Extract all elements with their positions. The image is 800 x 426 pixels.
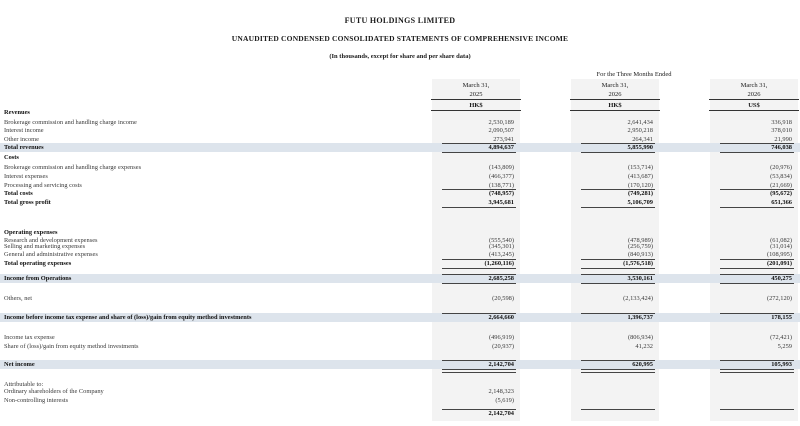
- column-year: 2026: [709, 90, 799, 100]
- row-value: 378,010: [771, 127, 792, 134]
- row-value: (153,714): [627, 164, 653, 171]
- row-value: (256,759): [627, 243, 653, 250]
- table-row: [0, 173, 800, 180]
- row-value: (201,091): [766, 260, 792, 267]
- row-value: 2,530,189: [488, 119, 514, 126]
- row-value: (53,834): [770, 173, 792, 180]
- row-value: 336,918: [771, 119, 792, 126]
- table-row: [0, 243, 800, 250]
- row-value: (61,082): [770, 237, 792, 244]
- row-label: Total revenues: [4, 144, 44, 151]
- table-row: [0, 361, 800, 368]
- row-value: (345,301): [488, 243, 514, 250]
- column-year: 2026: [570, 90, 660, 100]
- row-value: (20,598): [492, 295, 514, 302]
- table-row: [0, 136, 800, 143]
- row-label: Brokerage commission and handling charge income: [4, 119, 137, 126]
- row-value: 2,664,660: [488, 314, 514, 321]
- row-label: Income before income tax expense and share of (loss)/gain from equity method investments: [4, 314, 252, 321]
- row-label: Income from Operations: [4, 275, 72, 282]
- row-label: Revenues: [4, 109, 30, 116]
- rule-line: [442, 152, 516, 153]
- row-value: (20,976): [770, 164, 792, 171]
- row-value: 2,641,434: [627, 119, 653, 126]
- rule-line: [581, 207, 655, 208]
- row-value: (413,245): [488, 251, 514, 258]
- row-value: 1,396,737: [627, 314, 653, 321]
- rule-line: [442, 283, 516, 284]
- row-value: 105,993: [771, 361, 792, 368]
- table-row: [0, 164, 800, 171]
- rule-line: [720, 268, 794, 269]
- row-label: Selling and marketing expenses: [4, 243, 86, 250]
- double-rule-line: [581, 369, 655, 373]
- row-value: 2,090,507: [488, 127, 514, 134]
- row-value: 273,941: [493, 136, 514, 143]
- rule-line: [442, 207, 516, 208]
- row-label: Attributable to:: [4, 381, 44, 388]
- row-value: 746,038: [771, 144, 792, 151]
- row-label: Total gross profit: [4, 199, 51, 206]
- row-label: Processing and servicing costs: [4, 182, 82, 189]
- row-value: 5,259: [777, 343, 792, 350]
- table-row: [0, 314, 800, 321]
- units-note: (In thousands, except for share and per share data): [329, 53, 471, 60]
- column-header-2: [570, 81, 660, 111]
- column-date: March 31,: [462, 82, 490, 89]
- row-label: Total costs: [4, 190, 33, 197]
- column-date: March 31,: [601, 82, 629, 89]
- column-header-1: [431, 81, 521, 111]
- rule-line: [720, 283, 794, 284]
- row-value: 3,945,681: [488, 199, 514, 206]
- row-label: Others, net: [4, 295, 33, 302]
- rule-line: [581, 152, 655, 153]
- row-value: (806,934): [627, 334, 653, 341]
- row-value: (72,421): [770, 334, 792, 341]
- row-value: 21,990: [774, 136, 792, 143]
- table-row: [0, 154, 800, 161]
- table-row: [0, 251, 800, 258]
- table-row: [0, 410, 800, 417]
- row-value: 2,685,258: [488, 275, 514, 282]
- row-value: 4,894,637: [488, 144, 514, 151]
- rule-line: [720, 207, 794, 208]
- table-row: [0, 229, 800, 236]
- row-value: (840,913): [627, 251, 653, 258]
- row-value: (496,919): [488, 334, 514, 341]
- row-value: 2,950,218: [627, 127, 653, 134]
- column-header-3: [709, 81, 799, 111]
- table-row: [0, 275, 800, 282]
- row-label: Non-controlling interests: [4, 397, 69, 404]
- row-value: (143,809): [488, 164, 514, 171]
- row-value: (1,260,116): [484, 260, 514, 267]
- table-row: [0, 190, 800, 197]
- period-label: For the Three Months Ended: [596, 71, 672, 78]
- row-value: 178,155: [771, 314, 792, 321]
- table-row: [0, 182, 800, 189]
- row-label: General and administrative expenses: [4, 251, 98, 258]
- row-value: (170,120): [627, 182, 653, 189]
- row-value: 651,366: [771, 199, 792, 206]
- row-label: Interest expenses: [4, 173, 48, 180]
- row-label: Research and development expenses: [4, 237, 98, 244]
- table-row: [0, 109, 800, 116]
- row-label: Other income: [4, 136, 39, 143]
- table-row: [0, 144, 800, 151]
- double-rule-line: [442, 369, 516, 373]
- row-value: (138,771): [488, 182, 514, 189]
- row-value: (21,669): [770, 182, 792, 189]
- row-value: (478,989): [627, 237, 653, 244]
- row-value: (1,576,518): [623, 260, 653, 267]
- row-value: 5,855,990: [627, 144, 653, 151]
- table-row: [0, 127, 800, 134]
- row-value: (466,377): [488, 173, 514, 180]
- row-value: 2,148,323: [488, 388, 514, 395]
- row-label: Share of (loss)/gain from equity method investments: [4, 343, 139, 350]
- row-value: 620,995: [632, 361, 653, 368]
- row-value: (272,120): [766, 295, 792, 302]
- row-value: 41,232: [635, 343, 653, 350]
- row-label: Ordinary shareholders of the Company: [4, 388, 104, 395]
- row-value: (31,014): [770, 243, 792, 250]
- row-value: (749,281): [627, 190, 653, 197]
- row-value: (2,133,424): [623, 295, 653, 302]
- row-value: (555,540): [488, 237, 514, 244]
- rule-line: [720, 152, 794, 153]
- double-rule-line: [720, 369, 794, 373]
- column-currency: US$: [709, 101, 799, 111]
- row-value: 450,275: [771, 275, 792, 282]
- table-row: [0, 334, 800, 341]
- rule-line: [442, 268, 516, 269]
- company-name: FUTU HOLDINGS LIMITED: [344, 16, 456, 25]
- table-row: [0, 381, 800, 388]
- table-row: [0, 397, 800, 404]
- statement-title: UNAUDITED CONDENSED CONSOLIDATED STATEMENTS OF COMPREHENSIVE INCOME: [231, 34, 569, 43]
- row-label: Costs: [4, 154, 19, 161]
- row-label: Operating expenses: [4, 229, 58, 236]
- column-currency: HK$: [431, 101, 521, 111]
- row-value: (108,995): [766, 251, 792, 258]
- row-label: Income tax expense: [4, 334, 55, 341]
- row-value: 2,142,704: [488, 410, 514, 417]
- row-label: Brokerage commission and handling charge expenses: [4, 164, 142, 171]
- row-label: Net income: [4, 361, 35, 368]
- table-row: [0, 260, 800, 267]
- table-row: [0, 295, 800, 302]
- rule-line: [581, 283, 655, 284]
- row-label: Interest income: [4, 127, 44, 134]
- table-row: [0, 119, 800, 126]
- table-row: [0, 199, 800, 206]
- column-year: 2025: [431, 90, 521, 100]
- column-currency: HK$: [570, 101, 660, 111]
- row-value: (95,672): [770, 190, 792, 197]
- row-value: (5,619): [495, 397, 514, 404]
- table-row: [0, 343, 800, 350]
- row-value: (20,937): [492, 343, 514, 350]
- row-value: 3,530,161: [627, 275, 653, 282]
- table-row: [0, 388, 800, 395]
- row-value: 2,142,704: [488, 361, 514, 368]
- rule-line: [581, 268, 655, 269]
- row-value: (413,687): [627, 173, 653, 180]
- row-value: 5,106,709: [627, 199, 653, 206]
- row-value: (748,957): [488, 190, 514, 197]
- row-label: Total operating expenses: [4, 260, 72, 267]
- row-value: 264,341: [632, 136, 653, 143]
- column-date: March 31,: [740, 82, 768, 89]
